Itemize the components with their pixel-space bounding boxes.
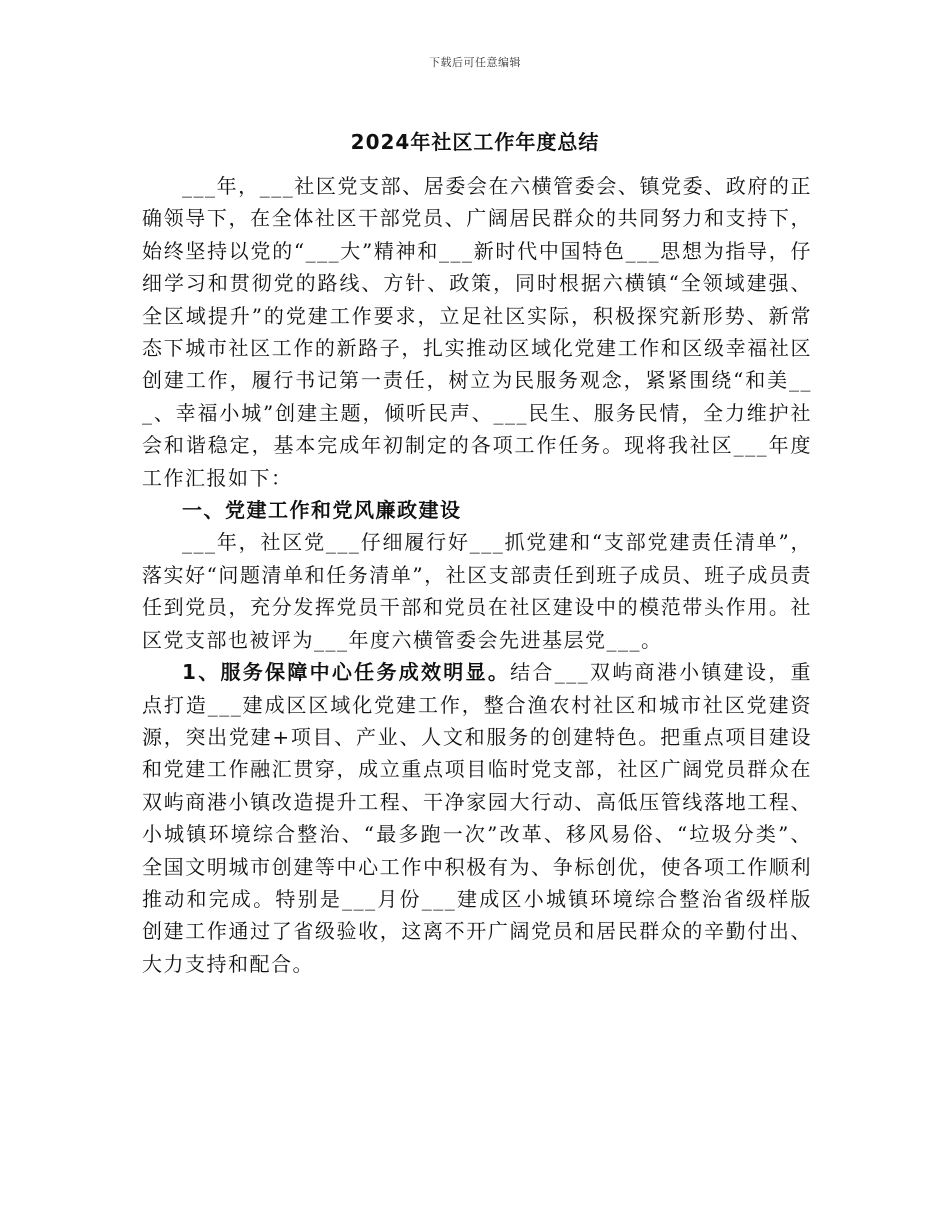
section-paragraph: ___年，社区党___仔细履行好___抓党建和“支部党建责任清单”，落实好“问题清单和任务清单”，社区支部责任到班子成员、班子成员责任到党员，充分发挥党员干部和党员在社区建设中的模范带头作用。社区党支部也被评为___年度六横管委会先进基层党___。 [142,530,812,652]
item-body: 结合___双屿商港小镇建设，重点打造___建成区区域化党建工作，整合渔农村社区和城市社区党建资源，突出党建+项目、产业、人文和服务的创建特色。把重点项目建设和党建工作融汇贯穿，成立重点项目临时党支部，社区广阔党员群众在双屿商港小镇改造提升工程、干净家园大行动、高低压管线落地工程、小城镇环境综合整治、“最多跑一次”改革、移风易俗、“垃圾分类”、全国文明城市创建等中心工作中积极有为、争标创优，使各项工作顺利推动和完成。特别是___月份___建成区小城镇环境综合整治省级样版创建工作通过了省级验收，这离不开广阔党员和居民群众的辛勤付出、大力支持和配合。 [142,660,813,976]
section-heading: 一、党建工作和党风廉政建设 [182,498,462,523]
intro-paragraph: ___年，___社区党支部、居委会在六横管委会、镇党委、政府的正确领导下，在全体社区干部党员、广阔居民群众的共同努力和支持下，始终坚持以党的“___大”精神和___新时代中国特色___思想为指导，仔细学习和贯彻党的路线、方针、政策，同时根据六横镇“全领域建强、全区域提升”的党建工作要求，立足社区实际，积极探究新形势、新常态下城市社区工作的新路子，扎实推动区域化党建工作和区级幸福社区创建工作，履行书记第一责任，树立为民服务观念，紧紧围绕“和美___、幸福小城”创建主题，倾听民声、___民生、服务民情，全力维护社会和谐稳定，基本完成年初制定的各项工作任务。现将我社区___年度工作汇报如下： [142,174,812,490]
item-paragraph [142,656,812,980]
document-title: 2024年社区工作年度总结 [350,130,600,154]
item-lead: 1、服务保障中心任务成效明显。 [182,660,511,685]
header-note: 下载后可任意编辑 [429,56,521,69]
document-body [142,170,812,980]
